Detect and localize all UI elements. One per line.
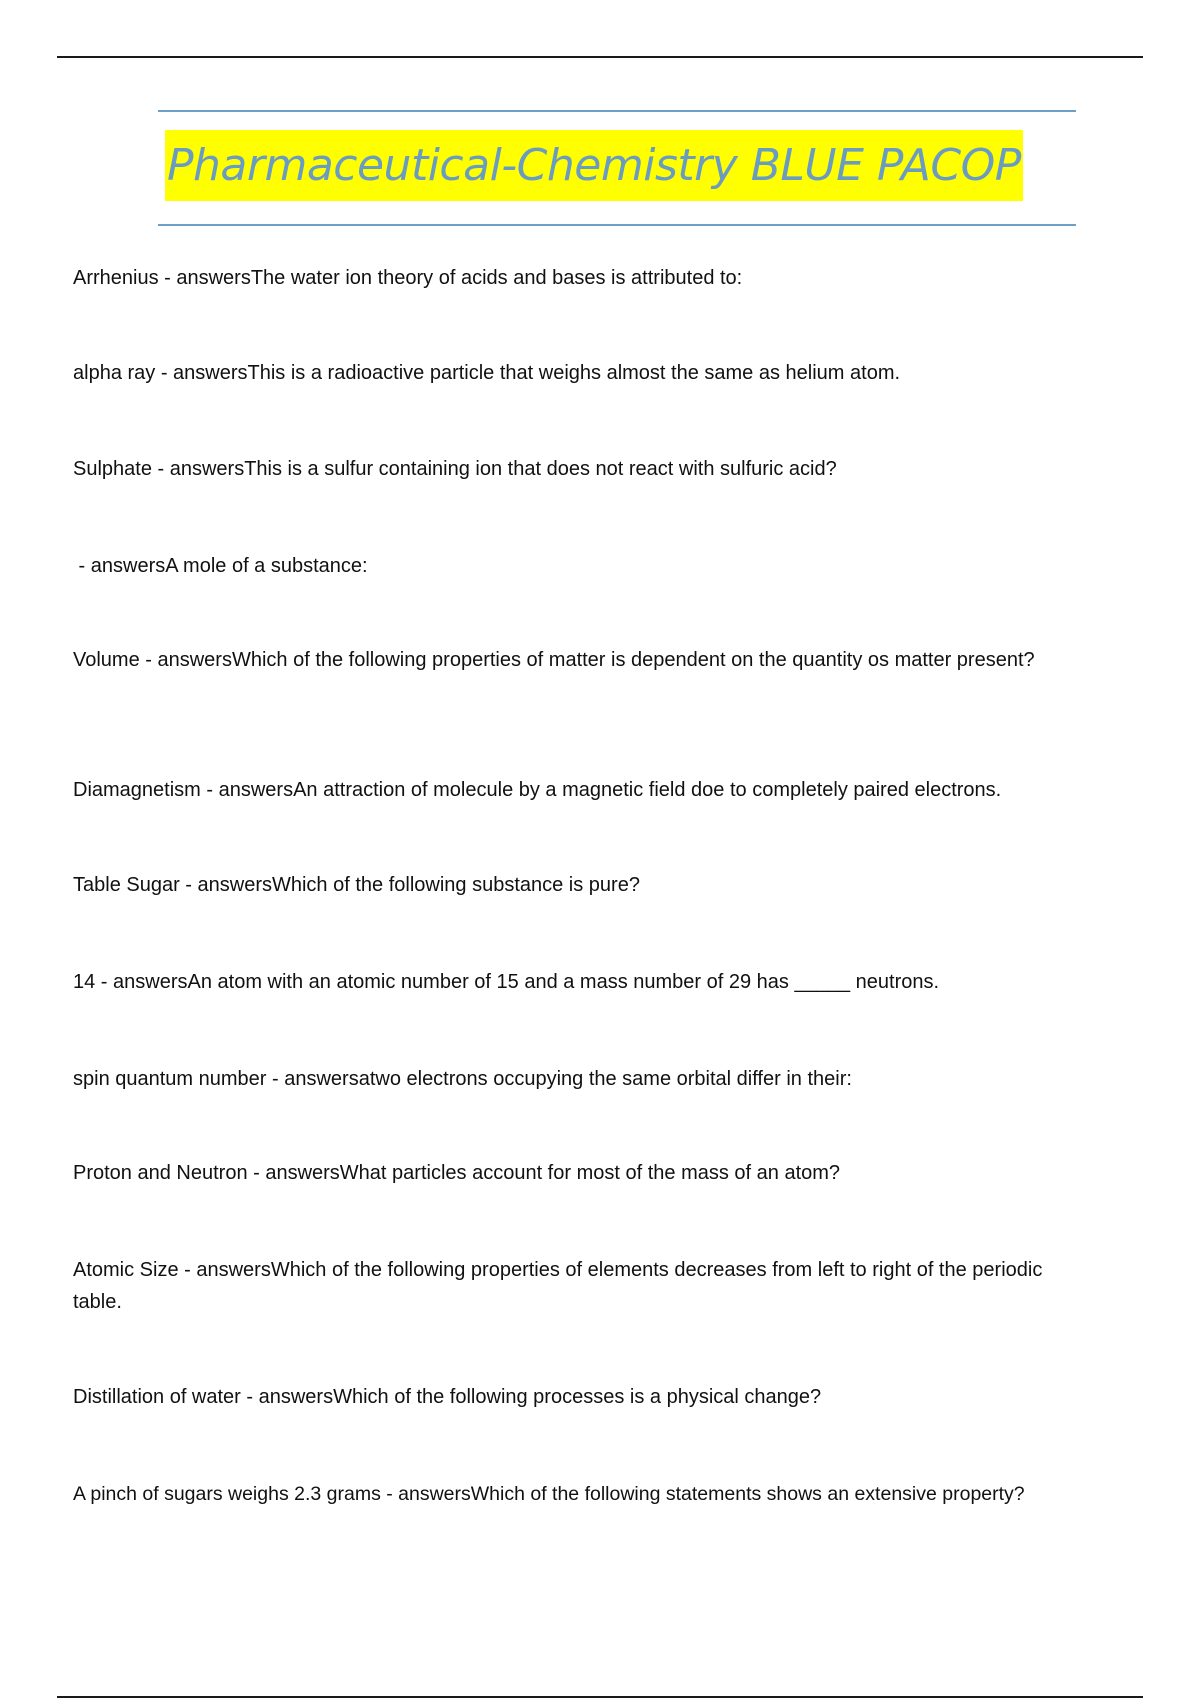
qa-item: Arrhenius - answersThe water ion theory of acids and bases is attributed to: bbox=[73, 267, 743, 289]
qa-item: - answersA mole of a substance: bbox=[73, 555, 368, 577]
qa-item: Proton and Neutron - answersWhat particles account for most of the mass of an atom? bbox=[73, 1162, 841, 1184]
qa-item: spin quantum number - answersatwo electrons occupying the same orbital differ in their: bbox=[73, 1068, 852, 1090]
qa-item: alpha ray - answersThis is a radioactive particle that weighs almost the same as helium atom. bbox=[73, 362, 901, 384]
qa-item: Table Sugar - answersWhich of the following substance is pure? bbox=[73, 874, 640, 896]
document-title: Pharmaceutical-Chemistry BLUE PACOP bbox=[165, 130, 1023, 201]
qa-item: Atomic Size - answersWhich of the following properties of elements decreases from left to right of the periodic table. bbox=[73, 1259, 1043, 1313]
title-lower-line bbox=[158, 224, 1076, 226]
title-upper-line bbox=[158, 110, 1076, 112]
qa-item: Diamagnetism - answersAn attraction of molecule by a magnetic field doe to completely paired electrons. bbox=[73, 779, 1002, 801]
qa-item: Sulphate - answersThis is a sulfur containing ion that does not react with sulfuric acid? bbox=[73, 458, 837, 480]
qa-item: Distillation of water - answersWhich of the following processes is a physical change? bbox=[73, 1386, 822, 1408]
qa-item: A pinch of sugars weighs 2.3 grams - answersWhich of the following statements shows an extensive property? bbox=[73, 1483, 1025, 1505]
title-block bbox=[158, 110, 1076, 226]
page-top-rule bbox=[57, 56, 1143, 58]
qa-item: Volume - answersWhich of the following properties of matter is dependent on the quantity os matter present? bbox=[73, 649, 1035, 671]
qa-item: 14 - answersAn atom with an atomic number of 15 and a mass number of 29 has _____ neutrons. bbox=[73, 971, 940, 993]
page-bottom-rule bbox=[57, 1696, 1143, 1698]
